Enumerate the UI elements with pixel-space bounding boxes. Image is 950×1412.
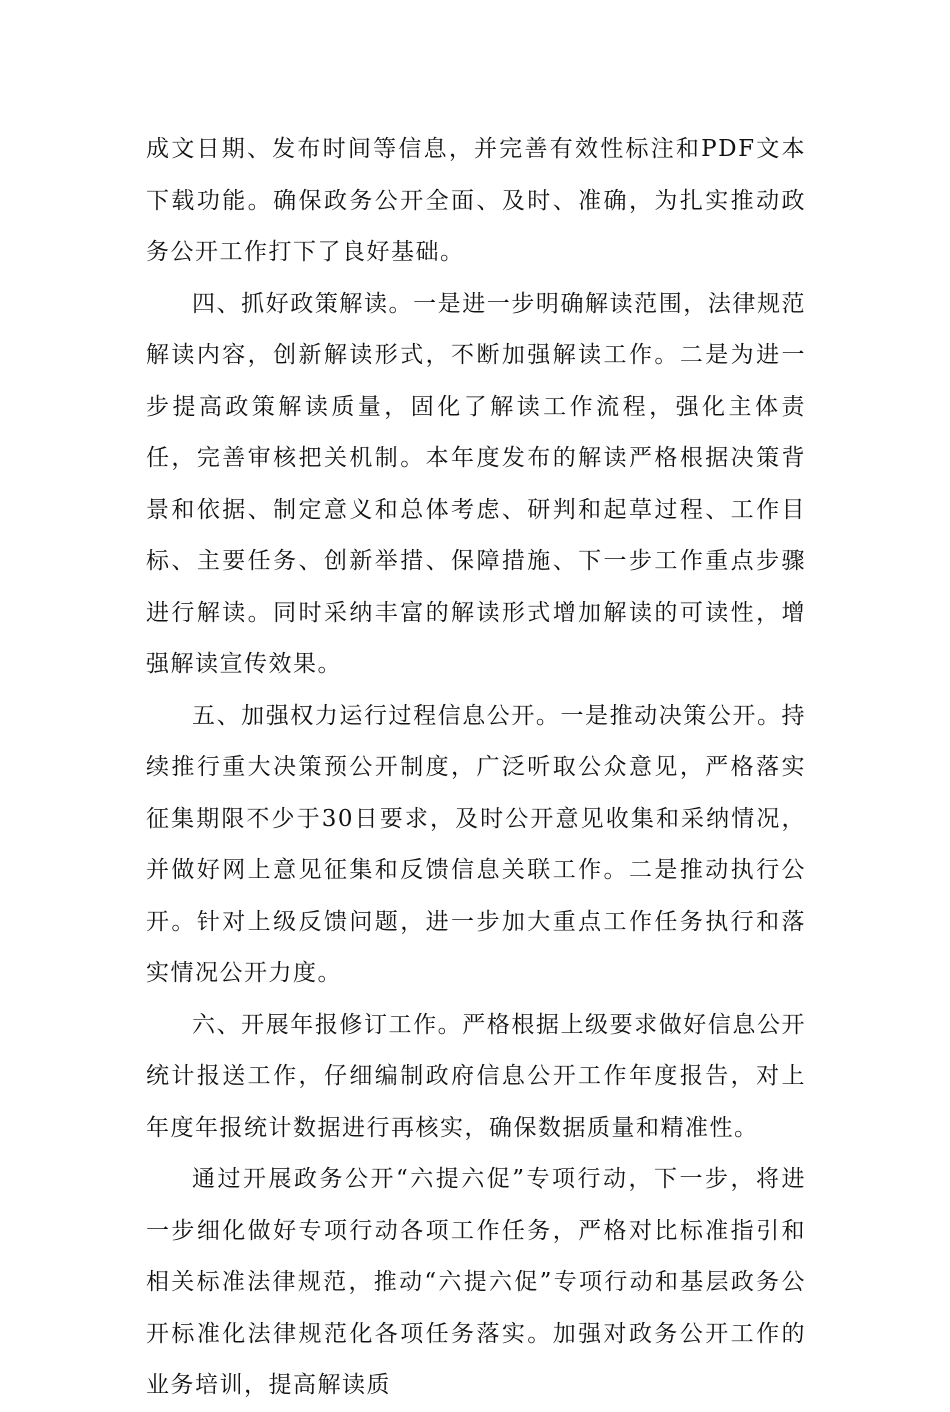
paragraph-power-operation-disclosure: 五、加强权力运行过程信息公开。一是推动决策公开。持续推行重大决策预公开制度，广泛听取公众意见，严格落实征集期限不少于30日要求，及时公开意见收集和采纳情况，并做好网上意见征集和反馈信息关联工作。二是推动执行公开。针对上级反馈问题，进一步加大重点工作任务执行和落实情况公开力度。 xyxy=(146,702,806,986)
paragraph-next-steps: 通过开展政务公开“六提六促”专项行动，下一步，将进一步细化做好专项行动各项工作任务，严格对比标准指引和相关标准法律规范，推动“六提六促”专项行动和基层政务公开标准化法律规范化各项任务落实。加强对政务公开工作的业务培训，提高解读质 xyxy=(146,1166,806,1398)
document-body xyxy=(146,124,806,1412)
paragraph-policy-interpretation: 四、抓好政策解读。一是进一步明确解读范围，法律规范解读内容，创新解读形式，不断加强解读工作。二是为进一步提高政策解读质量，固化了解读工作流程，强化主体责任，完善审核把关机制。本年度发布的解读严格根据决策背景和依据、制定意义和总体考虑、研判和起草过程、工作目标、主要任务、创新举措、保障措施、下一步工作重点步骤进行解读。同时采纳丰富的解读形式增加解读的可读性，增强解读宣传效果。 xyxy=(146,290,806,677)
paragraph-annual-report-revision: 六、开展年报修订工作。严格根据上级要求做好信息公开统计报送工作，仔细编制政府信息公开工作年度报告，对上年度年报统计数据进行再核实，确保数据质量和精准性。 xyxy=(146,1011,806,1141)
paragraph-continued: 成文日期、发布时间等信息，并完善有效性标注和PDF文本下载功能。确保政务公开全面、及时、准确，为扎实推动政务公开工作打下了良好基础。 xyxy=(146,136,806,265)
